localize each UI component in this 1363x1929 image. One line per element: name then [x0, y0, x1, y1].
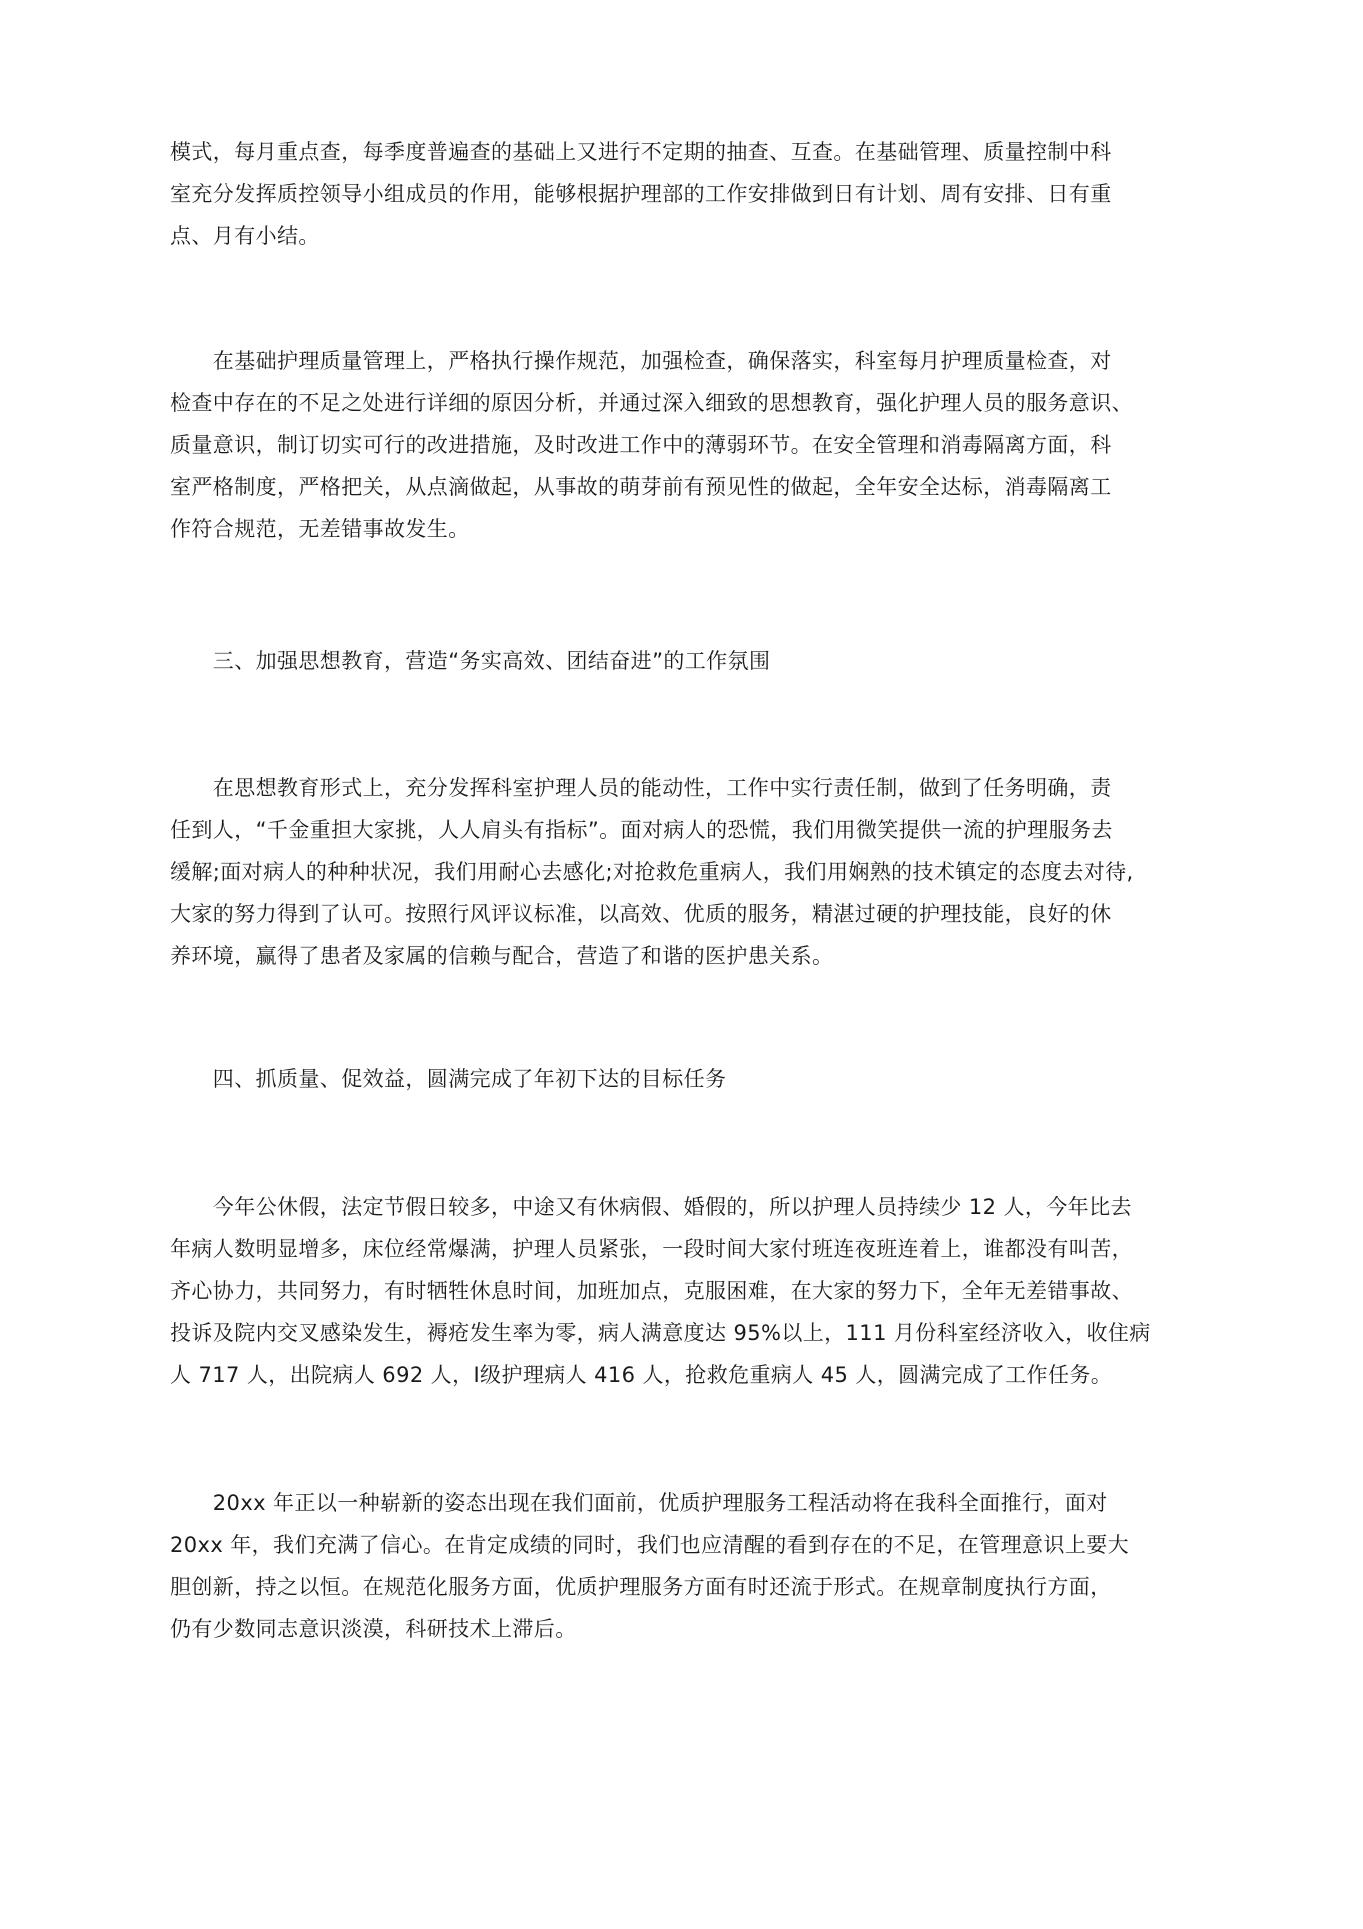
- paragraph-quality-checks: [170, 131, 1200, 257]
- text-line: 胆创新，持之以恒。在规范化服务方面，优质护理服务方面有时还流于形式。在规章制度执行方面，: [170, 1575, 1112, 1599]
- text-line: 质量意识，制订切实可行的改进措施，及时改进工作中的薄弱环节。在安全管理和消毒隔离方面，科: [170, 433, 1112, 457]
- text-line: 在思想教育形式上，充分发挥科室护理人员的能动性，工作中实行责任制，做到了任务明确，责: [170, 776, 1112, 800]
- text-line: 人 717 人，出院病人 692 人，Ⅰ级护理病人 416 人，抢救危重病人 45 人，圆满完成了工作任务。: [170, 1363, 1113, 1387]
- paragraph-outlook: [170, 1482, 1200, 1650]
- text-line: 养环境，赢得了患者及家属的信赖与配合，营造了和谐的医护患关系。: [170, 944, 834, 968]
- text-line: 室严格制度，严格把关，从点滴做起，从事故的萌芽前有预见性的做起，全年安全达标，消毒隔离工: [170, 475, 1112, 499]
- heading-text: 三、加强思想教育，营造“务实高效、团结奋进”的工作氛围: [170, 649, 771, 673]
- text-line: 仍有少数同志意识淡漠，科研技术上滞后。: [170, 1617, 577, 1641]
- text-line: 投诉及院内交叉感染发生，褥疮发生率为零，病人满意度达 95%以上，111 月份科室经济收入，收住病: [170, 1321, 1151, 1345]
- text-line: 齐心协力，共同努力，有时牺牲休息时间，加班加点，克服困难，在大家的努力下，全年无差错事故、: [170, 1279, 1133, 1303]
- text-line: 点、月有小结。: [170, 224, 320, 248]
- paragraph-basic-nursing-quality: [170, 340, 1200, 550]
- text-line: 今年公休假，法定节假日较多，中途又有休病假、婚假的，所以护理人员持续少 12 人，今年比去: [170, 1195, 1132, 1219]
- text-line: 20xx 年正以一种崭新的姿态出现在我们面前，优质护理服务工程活动将在我科全面推行，面对: [170, 1491, 1108, 1515]
- text-line: 大家的努力得到了认可。按照行风评议标准，以高效、优质的服务，精湛过硬的护理技能，良好的休: [170, 902, 1112, 926]
- section-heading-3: [170, 640, 1200, 682]
- paragraph-ideological-education: [170, 767, 1200, 977]
- text-line: 在基础护理质量管理上，严格执行操作规范，加强检查，确保落实，科室每月护理质量检查，对: [170, 349, 1112, 373]
- text-line: 模式，每月重点查，每季度普遍查的基础上又进行不定期的抽查、互查。在基础管理、质量控制中科: [170, 140, 1112, 164]
- section-heading-4: [170, 1058, 1200, 1100]
- text-line: 作符合规范，无差错事故发生。: [170, 517, 470, 541]
- text-line: 任到人，“千金重担大家挑，人人肩头有指标”。面对病人的恐慌，我们用微笑提供一流的护理服务去: [170, 818, 1113, 842]
- heading-text: 四、抓质量、促效益，圆满完成了年初下达的目标任务: [170, 1067, 727, 1091]
- text-line: 20xx 年，我们充满了信心。在肯定成绩的同时，我们也应清醒的看到存在的不足，在管理意识上要大: [170, 1533, 1130, 1557]
- text-line: 室充分发挥质控领导小组成员的作用，能够根据护理部的工作安排做到日有计划、周有安排、日有重: [170, 182, 1112, 206]
- paragraph-annual-results: [170, 1186, 1200, 1396]
- text-line: 缓解;面对病人的种种状况，我们用耐心去感化;对抢救危重病人，我们用娴熟的技术镇定的态度去对待,: [170, 860, 1134, 884]
- text-line: 年病人数明显增多，床位经常爆满，护理人员紧张，一段时间大家付班连夜班连着上，谁都没有叫苦，: [170, 1237, 1133, 1261]
- text-line: 检查中存在的不足之处进行详细的原因分析，并通过深入细致的思想教育，强化护理人员的服务意识、: [170, 391, 1133, 415]
